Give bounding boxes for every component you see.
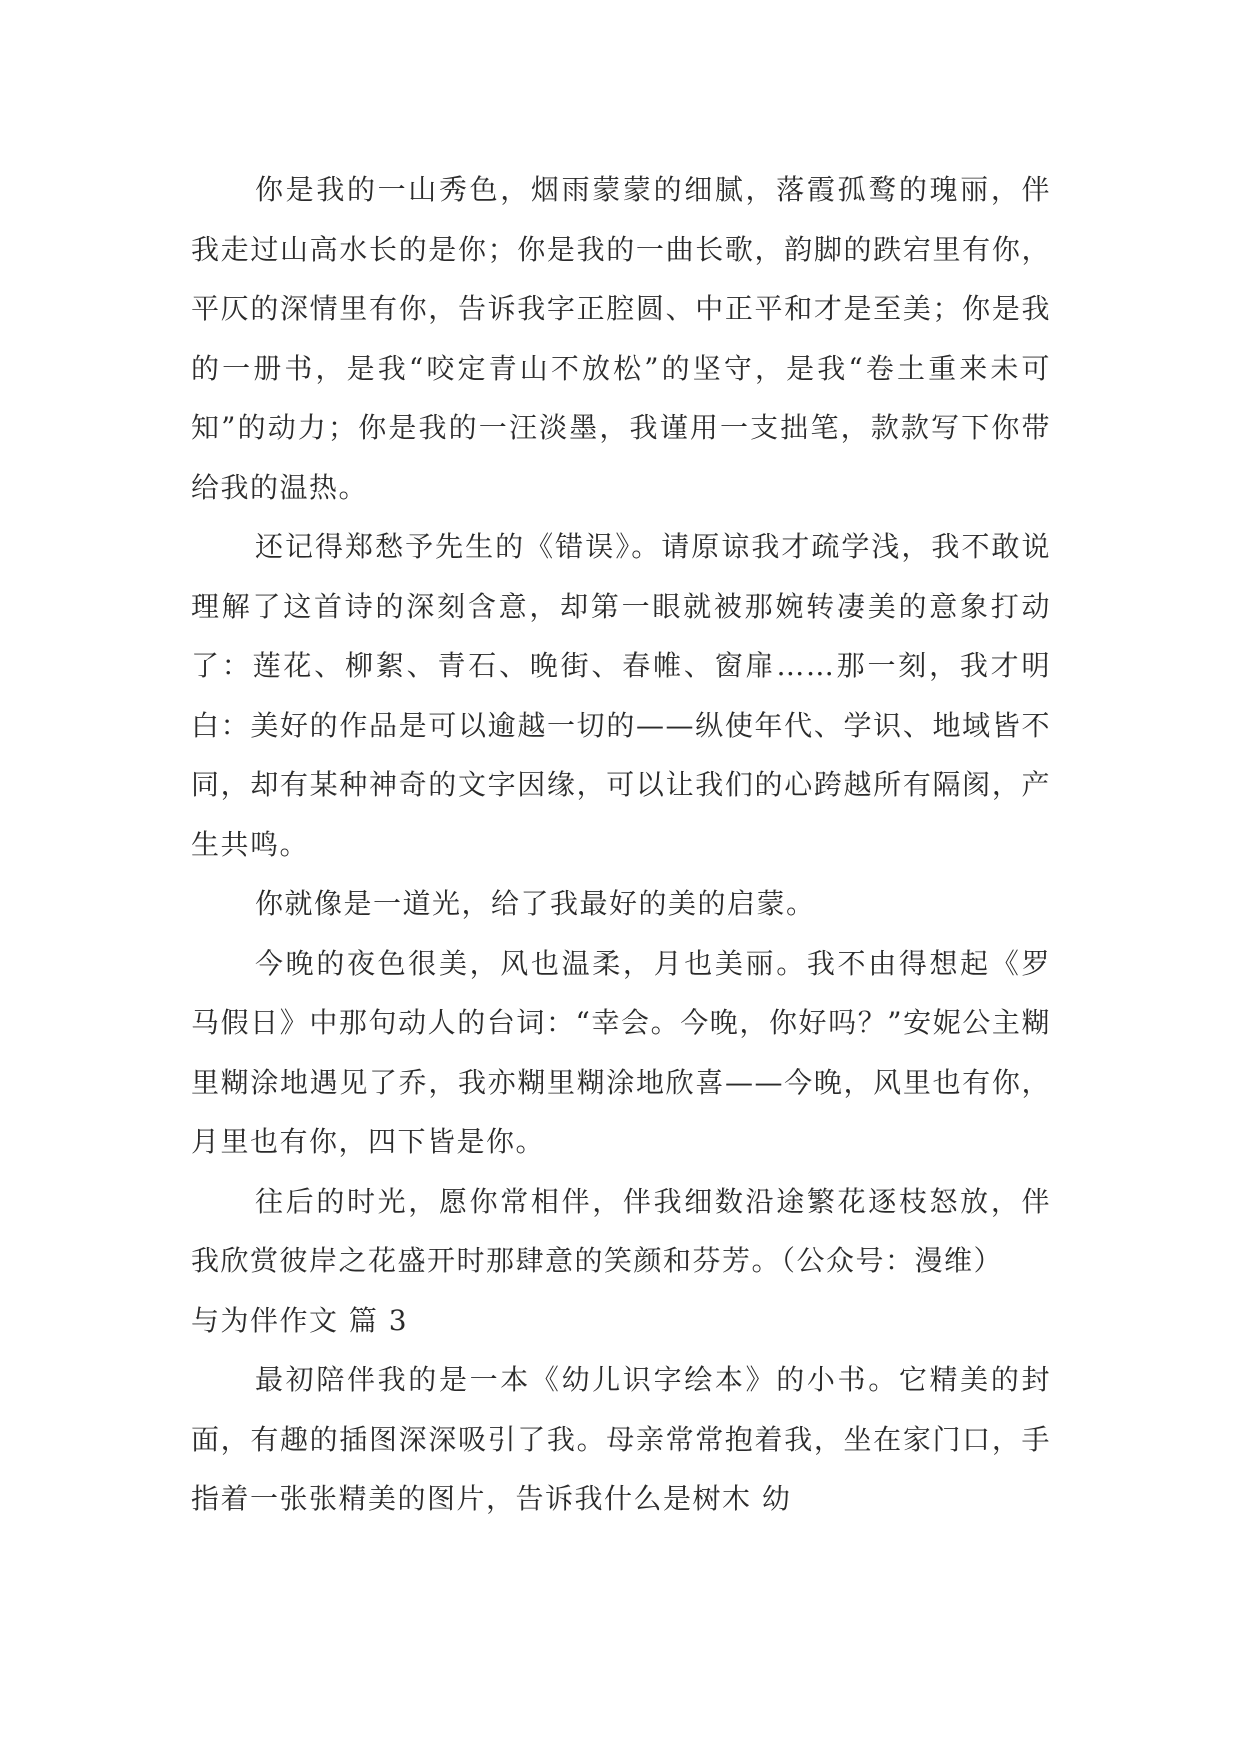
paragraph-3: 你就像是一道光，给了我最好的美的启蒙。 [255,887,816,920]
paragraph-1: 你是我的一山秀色，烟雨蒙蒙的细腻，落霞孤鹜的瑰丽，伴我走过山高水长的是你；你是我的一曲长歌，韵脚的跌宕里有你，平仄的深情里有你，告诉我字正腔圆、中正平和才是至美；你是我的一册书，是我“咬定青山不放松”的坚守，是我“卷土重来未可知”的动力；你是我的一汪淡墨，我谨用一支拙笔，款款写下你带给我的温热。 [191,173,1051,504]
section-paragraph-1: 最初陪伴我的是一本《幼儿识字绘本》的小书。它精美的封面，有趣的插图深深吸引了我。母亲常常抱着我，坐在家门口，手指着一张张精美的图片，告诉我什么是树木 幼 [191,1363,1051,1515]
paragraph-2: 还记得郑愁予先生的《错误》。请原谅我才疏学浅，我不敢说理解了这首诗的深刻含意，却第一眼就被那婉转凄美的意象打动了：莲花、柳絮、青石、晚街、春帷、窗扉……那一刻，我才明白：美好的作品是可以逾越一切的——纵使年代、学识、地域皆不同，却有某种神奇的文字因缘，可以让我们的心跨越所有隔阂，产生共鸣。 [191,530,1051,861]
section-heading: 与为伴作文 篇 3 [191,1303,409,1337]
paragraph-5: 往后的时光，愿你常相伴，伴我细数沿途繁花逐枝怒放，伴我欣赏彼岸之花盛开时那肆意的笑颜和芬芳。（公众号：漫维） [191,1184,1051,1277]
document-body [191,160,1051,1529]
paragraph-4: 今晚的夜色很美，风也温柔，月也美丽。我不由得想起《罗马假日》中那句动人的台词：“幸会。今晚，你好吗？”安妮公主糊里糊涂地遇见了乔，我亦糊里糊涂地欣喜——今晚，风里也有你，月里也有你，四下皆是你。 [191,946,1051,1158]
